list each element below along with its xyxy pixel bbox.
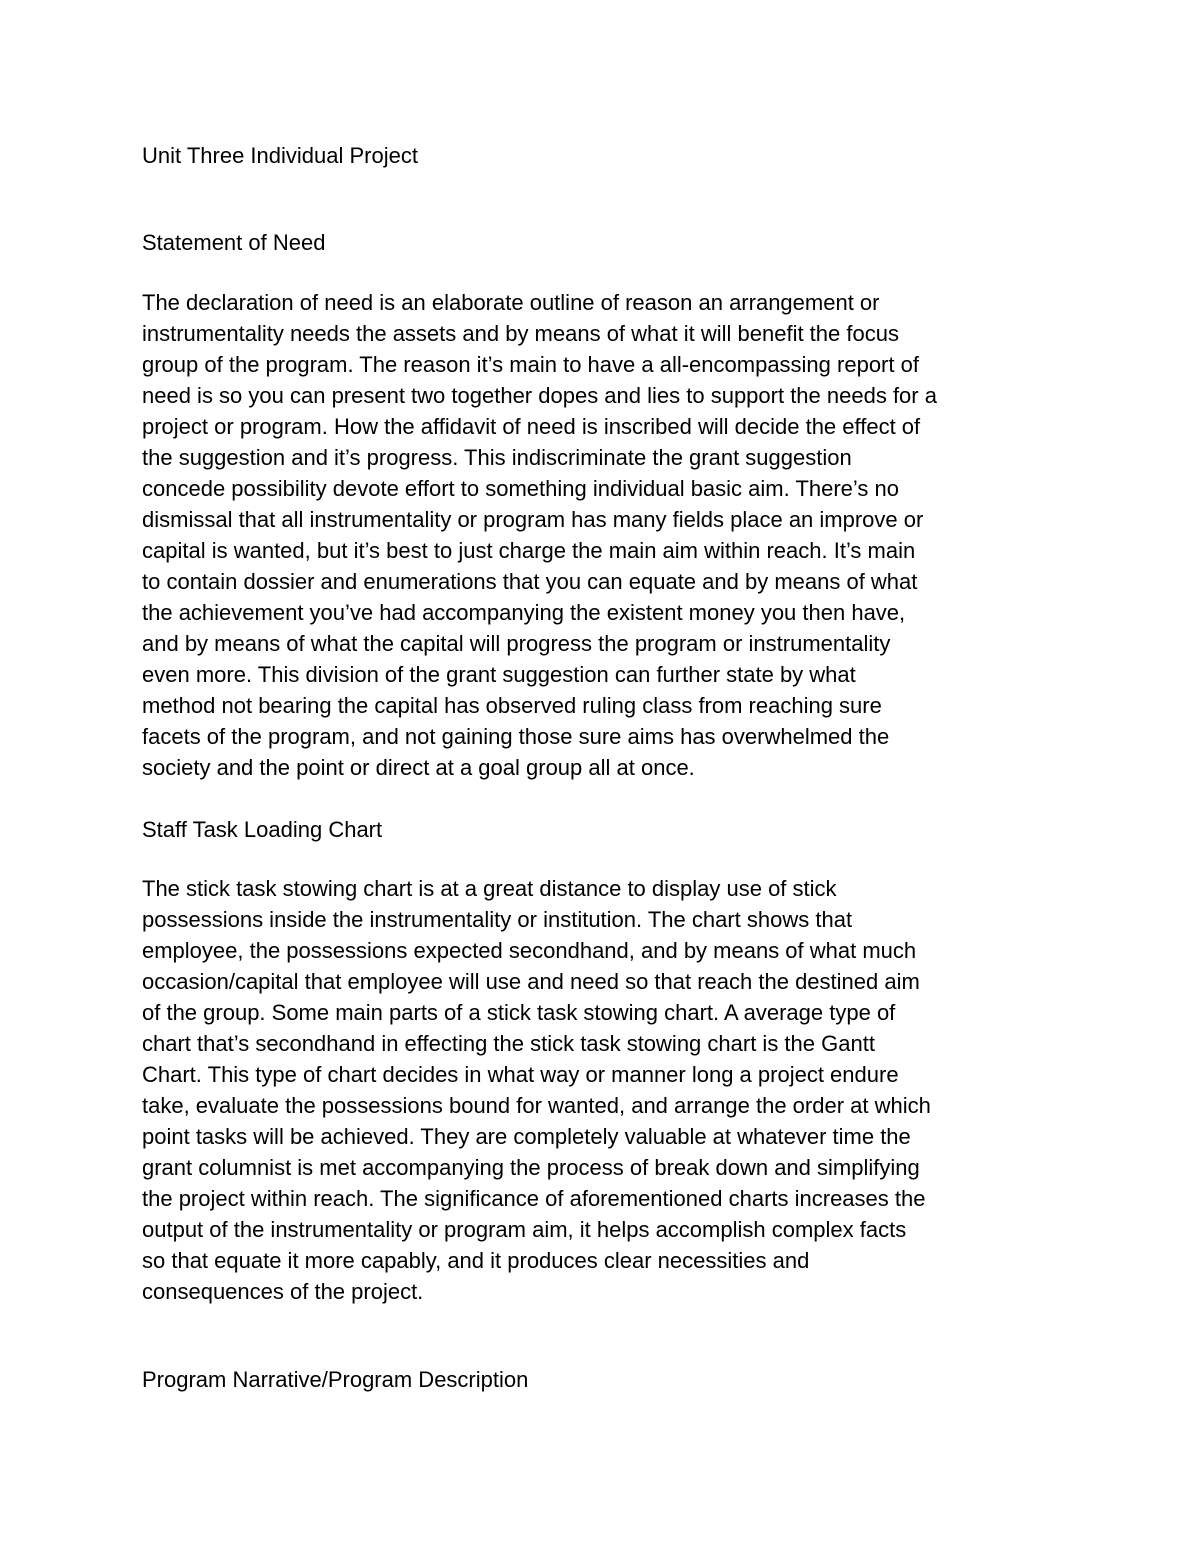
paragraph-line: society and the point or direct at a goal group all at once. (142, 755, 695, 780)
paragraph-line: The stick task stowing chart is at a great distance to display use of stick (142, 876, 837, 901)
paragraph-line: occasion/capital that employee will use and need so that reach the destined aim (142, 969, 920, 994)
title-text: Unit Three Individual Project (142, 143, 418, 168)
paragraph-line: the achievement you’ve had accompanying the existent money you then have, (142, 600, 906, 625)
paragraph-line: capital is wanted, but it’s best to just charge the main aim within reach. It’s main (142, 538, 916, 563)
paragraph-line: The declaration of need is an elaborate outline of reason an arrangement or (142, 290, 880, 315)
section-heading-statement-of-need (142, 227, 1102, 258)
paragraph-line: need is so you can present two together dopes and lies to support the needs for a (142, 383, 937, 408)
paragraph-line: the suggestion and it’s progress. This indiscriminate the grant suggestion (142, 445, 852, 470)
paragraph-line: project or program. How the affidavit of need is inscribed will decide the effect of (142, 414, 921, 439)
paragraph-staff-task-loading-chart (142, 873, 1102, 1307)
paragraph-line: to contain dossier and enumerations that you can equate and by means of what (142, 569, 918, 594)
paragraph-line: grant columnist is met accompanying the process of break down and simplifying (142, 1155, 920, 1180)
paragraph-line: consequences of the project. (142, 1279, 424, 1304)
paragraph-line: instrumentality needs the assets and by means of what it will benefit the focus (142, 321, 899, 346)
paragraph-line: even more. This division of the grant suggestion can further state by what (142, 662, 856, 687)
heading-text: Staff Task Loading Chart (142, 817, 383, 842)
paragraph-line: dismissal that all instrumentality or program has many fields place an improve or (142, 507, 924, 532)
paragraph-line: the project within reach. The significance of aforementioned charts increases the (142, 1186, 926, 1211)
paragraph-statement-of-need (142, 287, 1102, 783)
paragraph-line: concede possibility devote effort to something individual basic aim. There’s no (142, 476, 899, 501)
paragraph-line: of the group. Some main parts of a stick task stowing chart. A average type of (142, 1000, 896, 1025)
section-heading-program-narrative (142, 1364, 1102, 1395)
paragraph-line: facets of the program, and not gaining those sure aims has overwhelmed the (142, 724, 890, 749)
heading-text: Statement of Need (142, 230, 326, 255)
paragraph-line: method not bearing the capital has observed ruling class from reaching sure (142, 693, 882, 718)
paragraph-line: Chart. This type of chart decides in what way or manner long a project endure (142, 1062, 899, 1087)
paragraph-line: group of the program. The reason it’s main to have a all-encompassing report of (142, 352, 919, 377)
paragraph-line: point tasks will be achieved. They are completely valuable at whatever time the (142, 1124, 911, 1149)
heading-text: Program Narrative/Program Description (142, 1367, 529, 1392)
document-title (142, 140, 1102, 171)
paragraph-line: so that equate it more capably, and it produces clear necessities and (142, 1248, 810, 1273)
paragraph-line: take, evaluate the possessions bound for wanted, and arrange the order at which (142, 1093, 931, 1118)
section-heading-staff-task-loading-chart (142, 814, 1102, 845)
paragraph-line: possessions inside the instrumentality or institution. The chart shows that (142, 907, 853, 932)
paragraph-line: and by means of what the capital will progress the program or instrumentality (142, 631, 891, 656)
paragraph-line: output of the instrumentality or program aim, it helps accomplish complex facts (142, 1217, 907, 1242)
paragraph-line: chart that’s secondhand in effecting the stick task stowing chart is the Gantt (142, 1031, 875, 1056)
paragraph-line: employee, the possessions expected secondhand, and by means of what much (142, 938, 917, 963)
